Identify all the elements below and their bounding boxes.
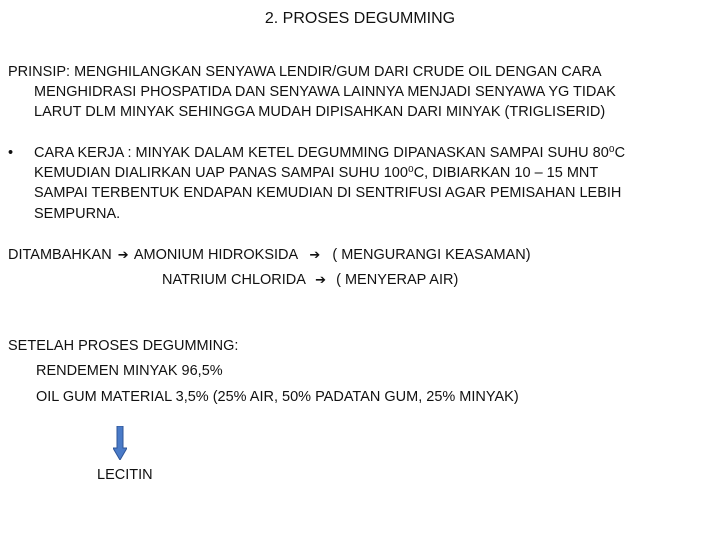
- cara-kerja-line-1: CARA KERJA : MINYAK DALAM KETEL DEGUMMING DIPANASKAN SAMPAI SUHU 80⁰C: [34, 145, 626, 161]
- ditambahkan-row-2: [162, 270, 458, 291]
- rendemen-line: RENDEMEN MINYAK 96,5%: [36, 363, 223, 379]
- additive-natrium-chlorida: NATRIUM CHLORIDA: [162, 272, 306, 288]
- prinsip-line-2: MENGHIDRASI PHOSPATIDA DAN SENYAWA LAINNYA MENJADI SENYAWA YG TIDAK: [34, 84, 616, 100]
- prinsip-line-3: LARUT DLM MINYAK SEHINGGA MUDAH DIPISAHKAN DARI MINYAK (TRIGLISERID): [34, 104, 606, 120]
- bullet: •: [8, 145, 14, 161]
- down-arrow-icon: [113, 426, 127, 460]
- cara-kerja-line-2: KEMUDIAN DIALIRKAN UAP PANAS SAMPAI SUHU 100⁰C, DIBIARKAN 10 – 15 MNT: [34, 165, 599, 181]
- ditambahkan-row-1: [8, 245, 531, 266]
- arrow-right-icon: ➔: [309, 248, 321, 263]
- effect-menyerap-air: ( MENYERAP AIR): [336, 272, 459, 288]
- setelah-heading: SETELAH PROSES DEGUMMING:: [8, 338, 239, 354]
- cara-kerja-line-3: SAMPAI TERBENTUK ENDAPAN KEMUDIAN DI SENTRIFUSI AGAR PEMISAHAN LEBIH: [34, 185, 622, 201]
- arrow-right-icon: ➔: [315, 273, 327, 288]
- ditambahkan-label: DITAMBAHKAN: [8, 247, 112, 263]
- page-title: 2. PROSES DEGUMMING: [264, 10, 456, 27]
- prinsip-line-1: PRINSIP: MENGHILANGKAN SENYAWA LENDIR/GUM DARI CRUDE OIL DENGAN CARA: [8, 64, 602, 80]
- oil-gum-line: OIL GUM MATERIAL 3,5% (25% AIR, 50% PADATAN GUM, 25% MINYAK): [36, 389, 519, 405]
- lecitin-label: LECITIN: [97, 467, 153, 483]
- arrow-right-icon: ➔: [117, 248, 129, 263]
- additive-amonium-hidroksida: AMONIUM HIDROKSIDA: [133, 247, 298, 263]
- effect-mengurangi-keasaman: ( MENGURANGI KEASAMAN): [332, 247, 531, 263]
- cara-kerja-line-4: SEMPURNA.: [34, 206, 121, 222]
